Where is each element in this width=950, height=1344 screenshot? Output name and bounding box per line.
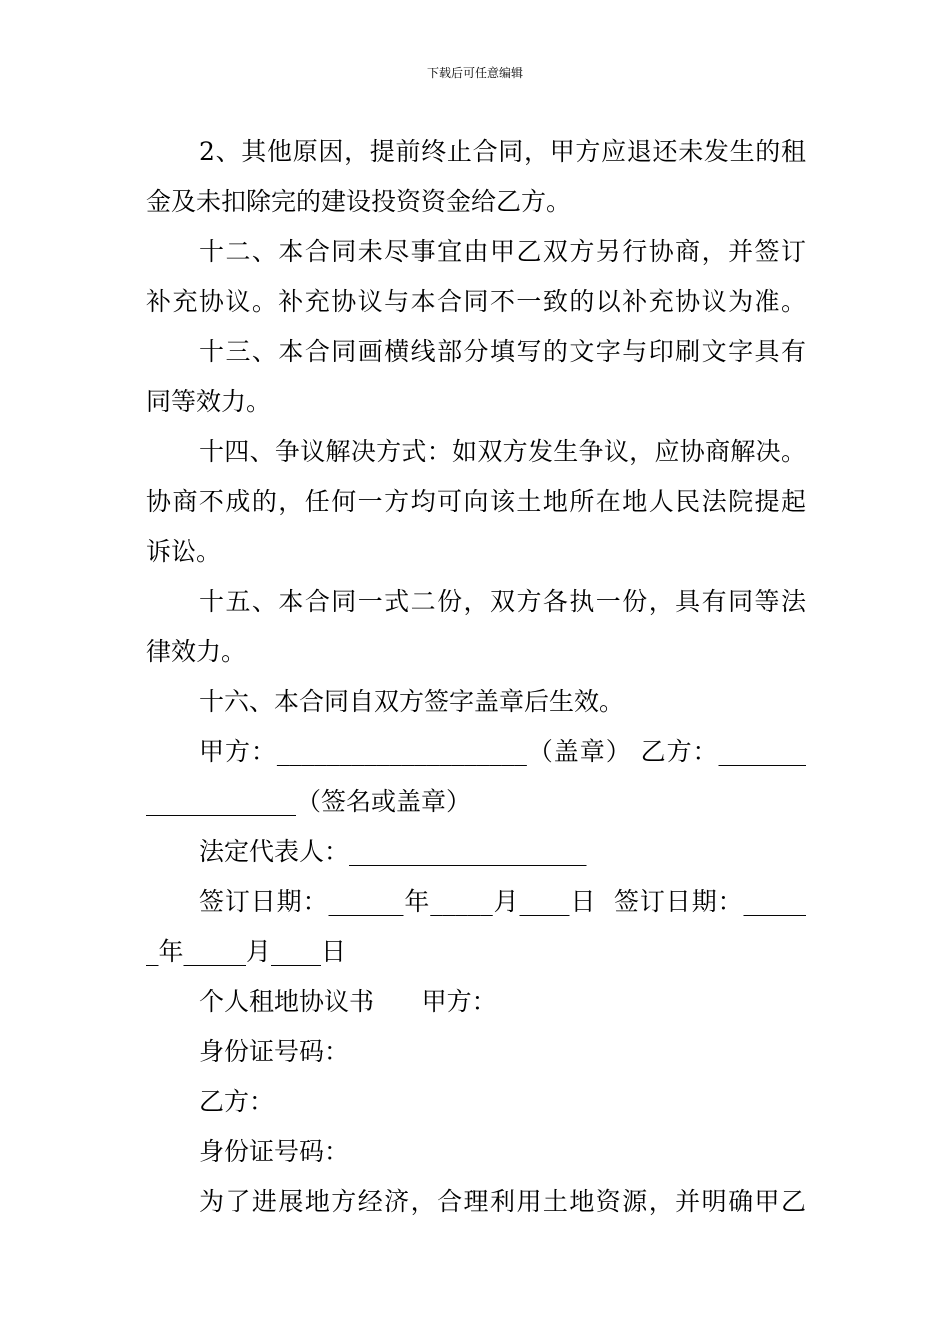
paragraph-line: 金及未扣除完的建设投资资金给乙方。 <box>146 187 572 216</box>
paragraph-line: 为了进展地方经济，合理利用土地资源，并明确甲乙 <box>199 1187 806 1216</box>
signing-date-line-continued: _年_____月____日 <box>146 937 347 966</box>
id-number-line: 身份证号码： <box>199 1137 350 1166</box>
paragraph-line: 诉讼。 <box>146 537 222 566</box>
agreement-title-line: 个人租地协议书 甲方： <box>199 987 497 1016</box>
paragraph-line: 协商不成的，任何一方均可向该土地所在地人民法院提起 <box>146 487 806 516</box>
document-body <box>146 127 806 1227</box>
party-b-line: 乙方： <box>199 1087 275 1116</box>
legal-representative-line: 法定代表人：___________________ <box>199 837 587 866</box>
paragraph-line: 同等效力。 <box>146 387 272 416</box>
paragraph-line: 律效力。 <box>146 637 247 666</box>
paragraph-line: 十二、本合同未尽事宜由甲乙双方另行协商，并签订 <box>199 237 806 266</box>
signing-date-line: 签订日期：______年_____月____日 签订日期：_____ <box>199 887 806 916</box>
paragraph-line: 十三、本合同画横线部分填写的文字与印刷文字具有 <box>199 337 806 366</box>
paragraph-line: 十五、本合同一式二份，双方各执一份，具有同等法 <box>199 587 806 616</box>
page-header: 下载后可任意编辑 <box>426 66 523 80</box>
signature-line-continued: ____________（签名或盖章） <box>146 787 472 816</box>
paragraph-line: 2、其他原因，提前终止合同，甲方应退还未发生的租 <box>199 137 806 166</box>
paragraph-line: 十六、本合同自双方签字盖章后生效。 <box>199 687 625 716</box>
paragraph-line: 补充协议。补充协议与本合同不一致的以补充协议为准。 <box>146 287 806 316</box>
id-number-line: 身份证号码： <box>199 1037 350 1066</box>
paragraph-line: 十四、争议解决方式：如双方发生争议，应协商解决。 <box>199 437 806 466</box>
signature-line-party-a: 甲方：____________________（盖章） 乙方：_______ <box>199 737 806 766</box>
